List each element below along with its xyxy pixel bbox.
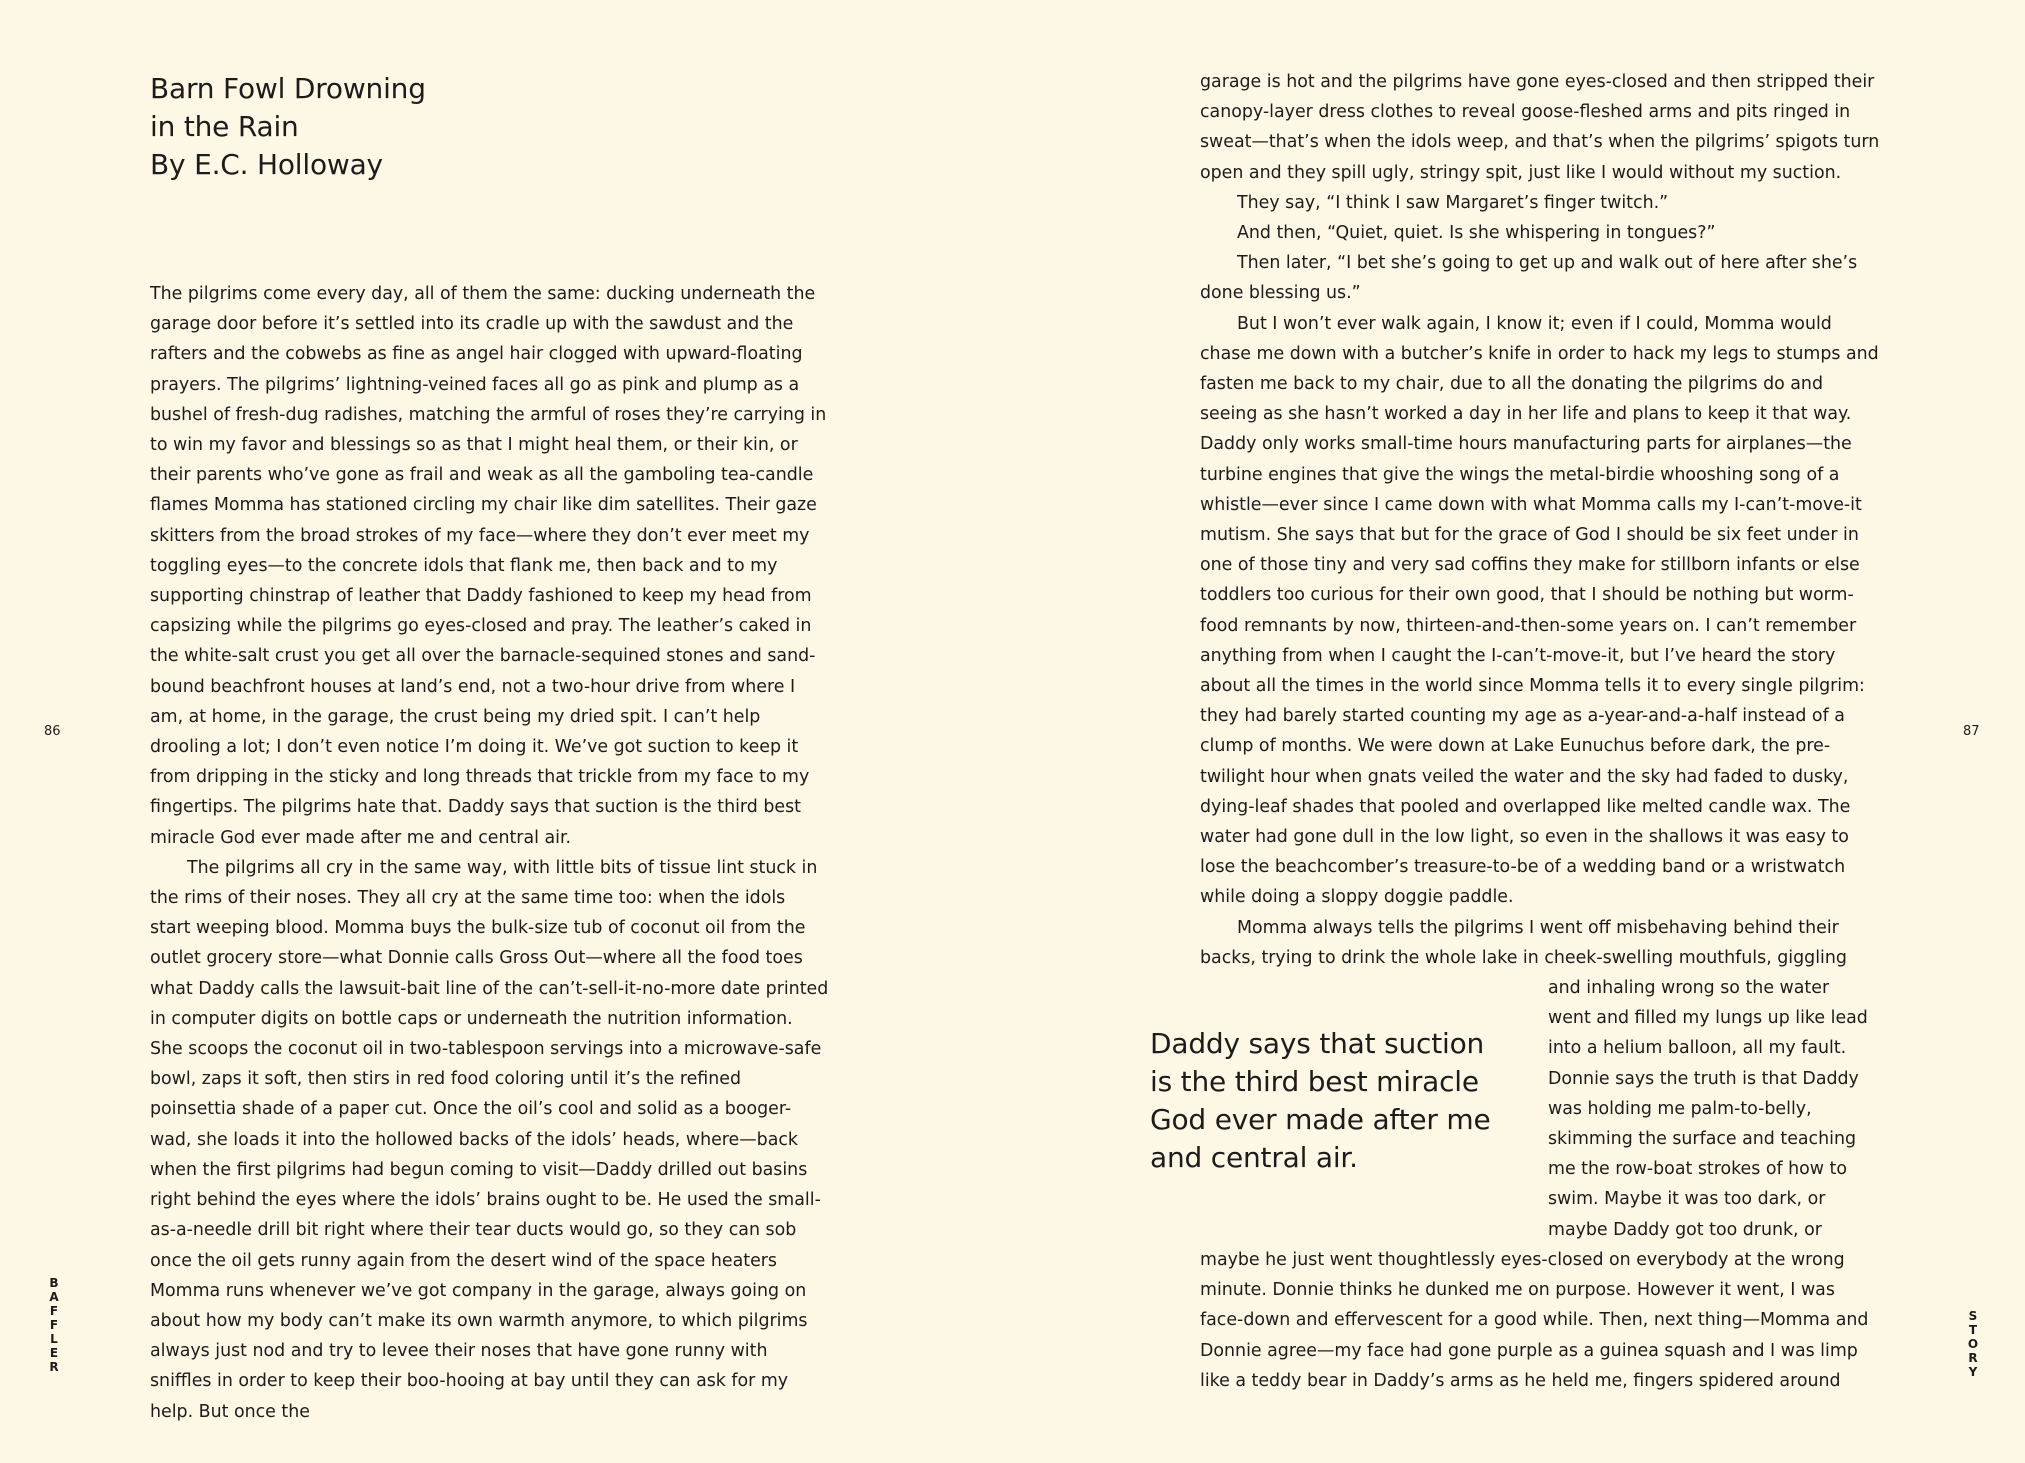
paragraph: And then, “Quiet, quiet. Is she whispering in tongues?”	[1237, 223, 1716, 244]
text-line: swim. Maybe it was too dark, or	[1548, 1189, 1826, 1210]
pull-quote: Daddy says that suction is the third best miracle God ever made after me and central air.	[1150, 1027, 1491, 1174]
byline: By E.C. Holloway	[150, 148, 383, 181]
paragraph: The pilgrims come every day, all of them the same: ducking underneath the garage door before it’s settled into its cradle up with the sawdust and the rafters and the cobwebs as fine as angel hair clogged with upward-floating prayers. The pilgrims’ lightning-veined faces all go as pink and plump as a bushel of fresh-dug radishes, matching the armful of roses they’re carrying in to win my favor and blessings so as that I might heal them, or their kin, or their parents who’ve gone as frail and weak as all the gamboling tea-candle flames Momma has stationed circling my chair like dim satellites. Their gaze skitters from the broad strokes of my face—where they don’t ever meet my toggling eyes—to the concrete idols that flank me, then back and to my supporting chinstrap of leather that Daddy fashioned to keep my head from capsizing while the pilgrims go eyes-closed and pray. The leather’s caked in the white-salt crust you get all over the barnacle-sequined stones and sand-bound beachfront houses at land’s end, not a two-hour drive from where I am, at home, in the garage, the crust being my dried spit. I can’t help drooling a lot; I don’t even notice I’m doing it. We’ve got suction to keep it from dripping in the sticky and long threads that trickle from my face to my fingertips. The pilgrims hate that. Daddy says that suction is the third best miracle God ever made after me and central air.	[150, 284, 827, 848]
paragraph: Momma always tells the pilgrims I went off misbehaving behind their backs, trying to drink the whole lake in cheek-swelling mouthfuls, giggling	[1200, 917, 1847, 968]
text-line: Donnie says the truth is that Daddy	[1548, 1068, 1859, 1089]
paragraph: The pilgrims all cry in the same way, with little bits of tissue lint stuck in the rims of their noses. They all cry at the same time too: when the idols start weeping blood. Momma buys the bulk-size tub of coconut oil from the outlet grocery store—what Donnie calls Gross Out—where all the food toes what Daddy calls the lawsuit-bait line of the can’t-sell-it-no-more date printed in computer digits on bottle caps or underneath the nutrition information. She scoops the coconut oil in two-tablespoon servings into a microwave-safe bowl, zaps it soft, then stirs in red food coloring until it’s the refined poinsettia shade of a paper cut. Once the oil’s cool and solid as a booger-wad, she loads it into the hollowed backs of the idols’ heads, where—back when the first pilgrims had begun coming to visit—Daddy drilled out basins right behind the eyes where the idols’ brains ought to be. He used the small-as-a-needle drill bit right where their tear ducts would go, so they can sob once the oil gets runny again from the desert wind of the space heaters Momma runs whenever we’ve got company in the garage, always going on about how my body can’t make its own warmth anymore, to which pilgrims always just nod and try to levee their noses that have gone runny with sniffles in order to keep their boo-hooing at bay until they can ask for my help. But once the	[150, 857, 829, 1422]
text-line: went and filled my lungs up like lead	[1548, 1008, 1868, 1029]
left-page-body	[150, 279, 830, 1427]
title-line-1: Barn Fowl Drowning	[150, 72, 426, 105]
paragraph: garage is hot and the pilgrims have gone eyes-closed and then stripped their canopy-layer dress clothes to reveal goose-fleshed arms and pits ringed in sweat—that’s when the idols weep, and that’s when the pilgrims’ spigots turn open and they spill ugly, stringy spit, just like I would without my suction.	[1200, 72, 1880, 183]
text-line: me the row-boat strokes of how to	[1548, 1159, 1848, 1180]
paragraph: maybe he just went thoughtlessly eyes-closed on everybody at the wrong minute. Donnie thinks he dunked me on purpose. However it went, I was face-down and effervescent for a good while. Then, next thing—Momma and Donnie agree—my face had gone purple as a guinea squash and I was limp like a teddy bear in Daddy’s arms as he held me, fingers spidered around	[1200, 1250, 1869, 1391]
page-number-right: 87	[1963, 724, 1980, 739]
right-page-body	[1200, 67, 1880, 973]
paragraph: They say, “I think I saw Margaret’s finger twitch.”	[1237, 192, 1669, 213]
running-label-right: STORY	[1967, 1309, 1979, 1379]
text-line: and inhaling wrong so the water	[1548, 978, 1830, 998]
right-page-wrapped-text	[1548, 973, 1880, 1245]
paragraph: But I won’t ever walk again, I know it; even if I could, Momma would chase me down with a butcher’s knife in order to hack my legs to stumps and fasten me back to my chair, due to all the donating the pilgrims do and seeing as she hasn’t worked a day in her life and plans to keep it that way. Daddy only works small-time hours manufacturing parts for airplanes—the turbine engines that give the wings the metal-birdie whooshing song of a whistle—ever since I came down with what Momma calls my I-can’t-move-it mutism. She says that but for the grace of God I should be six feet under in one of those tiny and very sad coffins they make for stillborn infants or else toddlers too curious for their own good, that I should be nothing but worm-food remnants by now, thirteen-and-then-some years on. I can’t remember anything from when I caught the I-can’t-move-it, but I’ve heard the story about all the times in the world since Momma tells it to every single pilgrim: they had barely started counting my age as a-year-and-a-half instead of a clump of months. We were down at Lake Eunuchus before dark, the pre-twilight hour when gnats veiled the water and the sky had faded to dusky, dying-leaf shades that pooled and overlapped like melted candle wax. The water had gone dull in the low light, so even in the shallows it was easy to lose the beachcomber’s treasure-to-be of a wedding band or a wristwatch while doing a sloppy doggie paddle.	[1200, 313, 1879, 908]
running-label-left: BAFFLER	[49, 1276, 59, 1374]
paragraph: Then later, “I bet she’s going to get up and walk out of here after she’s done blessing us.”	[1200, 253, 1858, 304]
article-title	[150, 70, 590, 184]
text-line: skimming the surface and teaching	[1548, 1129, 1857, 1150]
text-line: was holding me palm-to-belly,	[1548, 1098, 1812, 1119]
text-line: into a helium balloon, all my fault.	[1548, 1038, 1847, 1059]
right-page-body-bottom	[1200, 1245, 1880, 1396]
text-line: maybe Daddy got too drunk, or	[1548, 1219, 1822, 1240]
title-line-2: in the Rain	[150, 110, 299, 143]
page-number-left: 86	[44, 724, 61, 739]
